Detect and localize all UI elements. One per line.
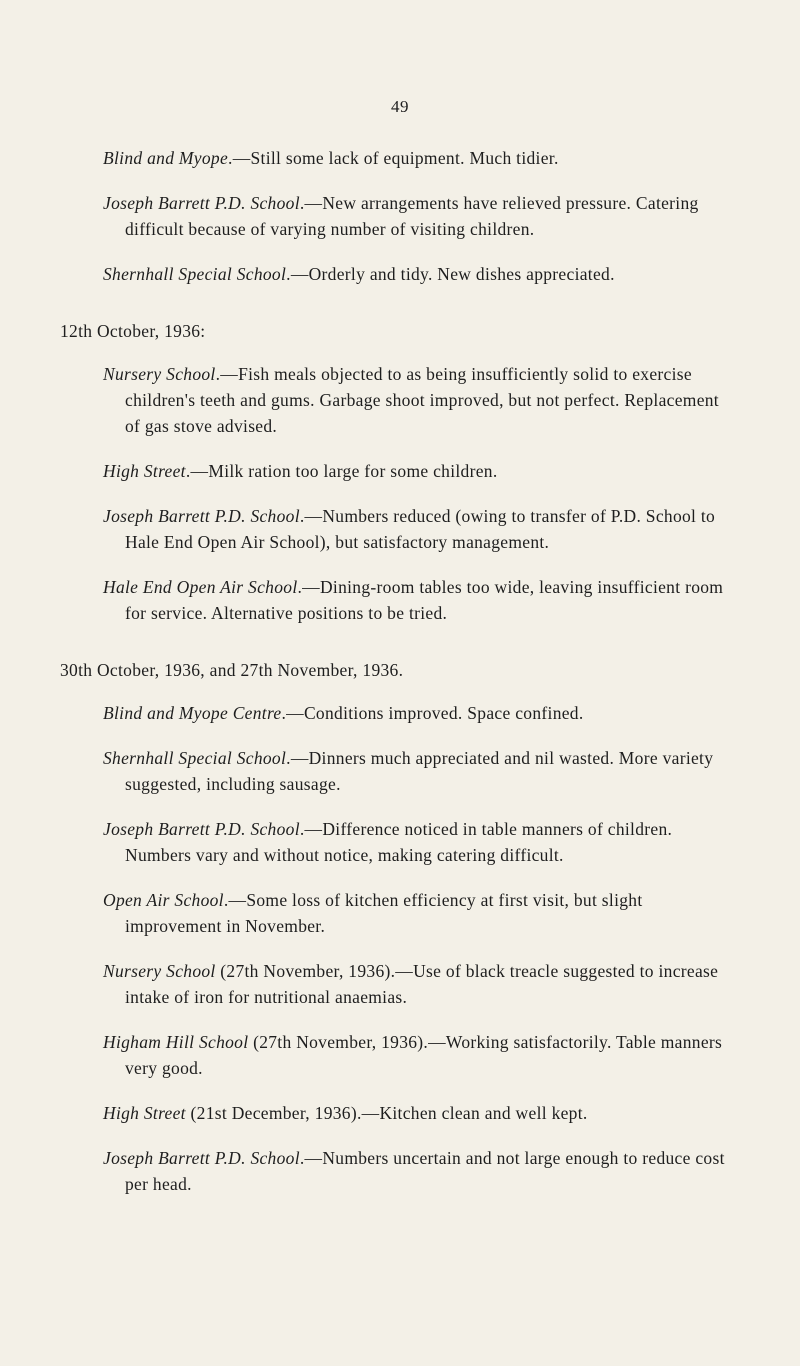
entry-higham-hill bbox=[103, 1029, 735, 1081]
entry-name: Hale End Open Air School bbox=[103, 577, 298, 597]
entry-name: Joseph Barrett P.D. School bbox=[103, 506, 300, 526]
entry-open-air-school bbox=[103, 887, 735, 939]
entry-name: Blind and Myope bbox=[103, 148, 229, 168]
entry-shernhall bbox=[103, 261, 735, 287]
entry-text: .—Fish meals objected to as being insufficiently solid to exercise children's teeth and gums. Garbage shoot improved, but not perfect. Replacement of gas stove advised. bbox=[125, 364, 719, 436]
entry-name: High Street bbox=[103, 1103, 186, 1123]
entry-name: Open Air School bbox=[103, 890, 224, 910]
entry-name: Nursery School bbox=[103, 961, 216, 981]
entry-text: (27th November, 1936).—Use of black treacle suggested to increase intake of iron for nutritional anaemias. bbox=[125, 961, 719, 1007]
entry-text: .—Still some lack of equipment. Much tidier. bbox=[228, 148, 559, 168]
section-heading: 30th October, 1936, and 27th November, 1936. bbox=[60, 660, 404, 680]
entry-joseph-barrett bbox=[103, 816, 735, 868]
entry-name: Joseph Barrett P.D. School bbox=[103, 1148, 300, 1168]
entry-text: .—Dining-room tables too wide, leaving insufficient room for service. Alternative positions to be tried. bbox=[125, 577, 724, 623]
entry-text: .—Numbers reduced (owing to transfer of P.D. School to Hale End Open Air School), but satisfactory management. bbox=[125, 506, 716, 552]
entry-name: Joseph Barrett P.D. School bbox=[103, 193, 300, 213]
entry-text: (21st December, 1936).—Kitchen clean and well kept. bbox=[185, 1103, 588, 1123]
entry-text: .—Conditions improved. Space confined. bbox=[281, 703, 584, 723]
entry-text: .—Milk ration too large for some children. bbox=[185, 461, 498, 481]
entry-name: Higham Hill School bbox=[103, 1032, 249, 1052]
entry-text: .—Numbers uncertain and not large enough to reduce cost per head. bbox=[125, 1148, 725, 1194]
section-heading: 12th October, 1936: bbox=[60, 321, 206, 341]
entry-high-street bbox=[103, 1100, 735, 1126]
entry-name: Blind and Myope Centre bbox=[103, 703, 282, 723]
entry-hale-end bbox=[103, 574, 735, 626]
entry-name: High Street bbox=[103, 461, 186, 481]
entry-nursery-school bbox=[103, 361, 735, 439]
entry-nursery-school bbox=[103, 958, 735, 1010]
entry-text: .—New arrangements have relieved pressure. Catering difficult because of varying number of visiting children. bbox=[125, 193, 699, 239]
entry-high-street bbox=[103, 458, 735, 484]
entry-text: .—Dinners much appreciated and nil wasted. More variety suggested, including sausage. bbox=[125, 748, 714, 794]
entry-blind-and-myope bbox=[103, 145, 735, 171]
entry-text: (27th November, 1936).—Working satisfactorily. Table manners very good. bbox=[125, 1032, 723, 1078]
entry-text: .—Difference noticed in table manners of children. Numbers vary and without notice, making catering difficult. bbox=[125, 819, 673, 865]
entry-text: .—Orderly and tidy. New dishes appreciated. bbox=[286, 264, 615, 284]
page-number: 49 bbox=[391, 97, 409, 116]
entry-name: Joseph Barrett P.D. School bbox=[103, 819, 300, 839]
entry-shernhall bbox=[103, 745, 735, 797]
entry-name: Shernhall Special School bbox=[103, 748, 287, 768]
entry-blind-and-myope-centre bbox=[103, 700, 735, 726]
entry-name: Nursery School bbox=[103, 364, 216, 384]
entry-joseph-barrett bbox=[103, 190, 735, 242]
entry-joseph-barrett bbox=[103, 1145, 735, 1197]
entry-joseph-barrett bbox=[103, 503, 735, 555]
entry-name: Shernhall Special School bbox=[103, 264, 287, 284]
entry-text: .—Some loss of kitchen efficiency at first visit, but slight improvement in November. bbox=[125, 890, 643, 936]
